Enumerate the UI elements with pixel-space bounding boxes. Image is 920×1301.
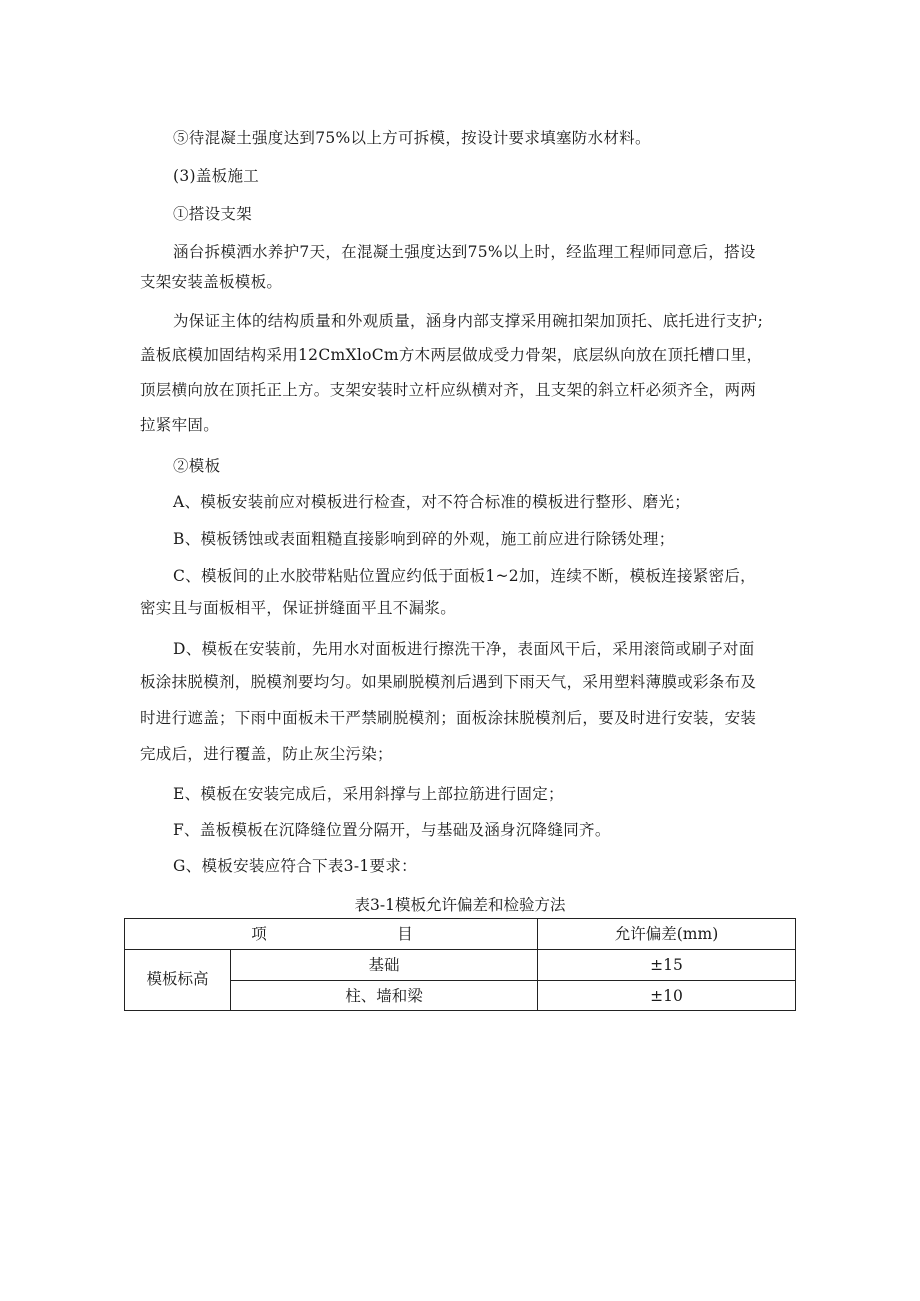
table-border-left [124, 918, 125, 1010]
paragraph-line: ⑤待混凝土强度达到75%以上方可拆模，按设计要求填塞防水材料。 [173, 129, 651, 147]
paragraph-line: 完成后，进行覆盖，防止灰尘污染； [140, 745, 393, 763]
paragraph-line: 涵台拆模洒水养护7天，在混凝土强度达到75%以上时，经监理工程师同意后，搭设 [173, 243, 756, 261]
paragraph-line: G、模板安装应符合下表3-1要求： [173, 857, 417, 875]
paragraph-line: 拉紧牢固。 [140, 416, 220, 434]
table-border-right [795, 918, 796, 1010]
paragraph-line: C、模板间的止水胶带粘贴位置应约低于面板1~2加，连续不断，模板连接紧密后， [173, 567, 756, 585]
table-rule [124, 949, 796, 950]
paragraph-line: 盖板底模加固结构采用12CmXloCm方木两层做成受力骨架，底层纵向放在顶托槽口里， [140, 346, 763, 364]
paragraph-line: 为保证主体的结构质量和外观质量，涵身内部支撑采用碗扣架加顶托、底托进行支护; [173, 312, 764, 330]
paragraph-line: F、盖板模板在沉降缝位置分隔开，与基础及涵身沉降缝同齐。 [173, 821, 611, 839]
table-cell-tolerance: ±10 [650, 987, 683, 1005]
paragraph-line: D、模板在安装前，先用水对面板进行擦洗干净，表面风干后，采用滚筒或刷子对面 [173, 640, 755, 658]
subsection-heading: ②模板 [173, 457, 221, 475]
section-heading: (3)盖板施工 [173, 167, 260, 185]
paragraph-line: E、模板在安装完成后，采用斜撑与上部拉筋进行固定； [173, 785, 564, 803]
paragraph-line: 支架安装盖板模板。 [140, 273, 283, 291]
table-rule [230, 980, 796, 981]
table-border-top [124, 918, 796, 919]
table-cell-item: 柱、墙和梁 [345, 987, 423, 1005]
paragraph-line: 板涂抹脱模剂，脱模剂要均匀。如果刷脱模剂后遇到下雨天气，采用塑料薄膜或彩条布及 [140, 673, 757, 691]
table-cell-item: 基础 [368, 956, 400, 974]
paragraph-line: 顶层横向放在顶托正上方。支架安装时立杆应纵横对齐，且支架的斜立杆必须齐全，两两 [140, 381, 757, 399]
table-cell-tolerance: ±15 [650, 956, 683, 974]
paragraph-line: A、模板安装前应对模板进行检查，对不符合标准的模板进行整形、磨光； [173, 493, 691, 511]
paragraph-line: 密实且与面板相平，保证拼缝面平且不漏浆。 [140, 599, 457, 617]
table-header-tolerance: 允许偏差(mm) [614, 925, 719, 943]
paragraph-line: 时进行遮盖；下雨中面板未干严禁刷脱模剂；面板涂抹脱模剂后，要及时进行安装，安装 [140, 709, 757, 727]
table-header-item: 目 [397, 925, 413, 943]
table-group-label: 模板标高 [146, 970, 209, 988]
subsection-heading: ①搭设支架 [173, 205, 253, 223]
paragraph-line: B、模板锈蚀或表面粗糙直接影响到碎的外观，施工前应进行除锈处理； [173, 530, 675, 548]
table-header-item: 项 [251, 925, 267, 943]
table-caption: 表3-1模板允许偏差和检验方法 [354, 896, 566, 914]
table-border-bottom [124, 1010, 796, 1011]
